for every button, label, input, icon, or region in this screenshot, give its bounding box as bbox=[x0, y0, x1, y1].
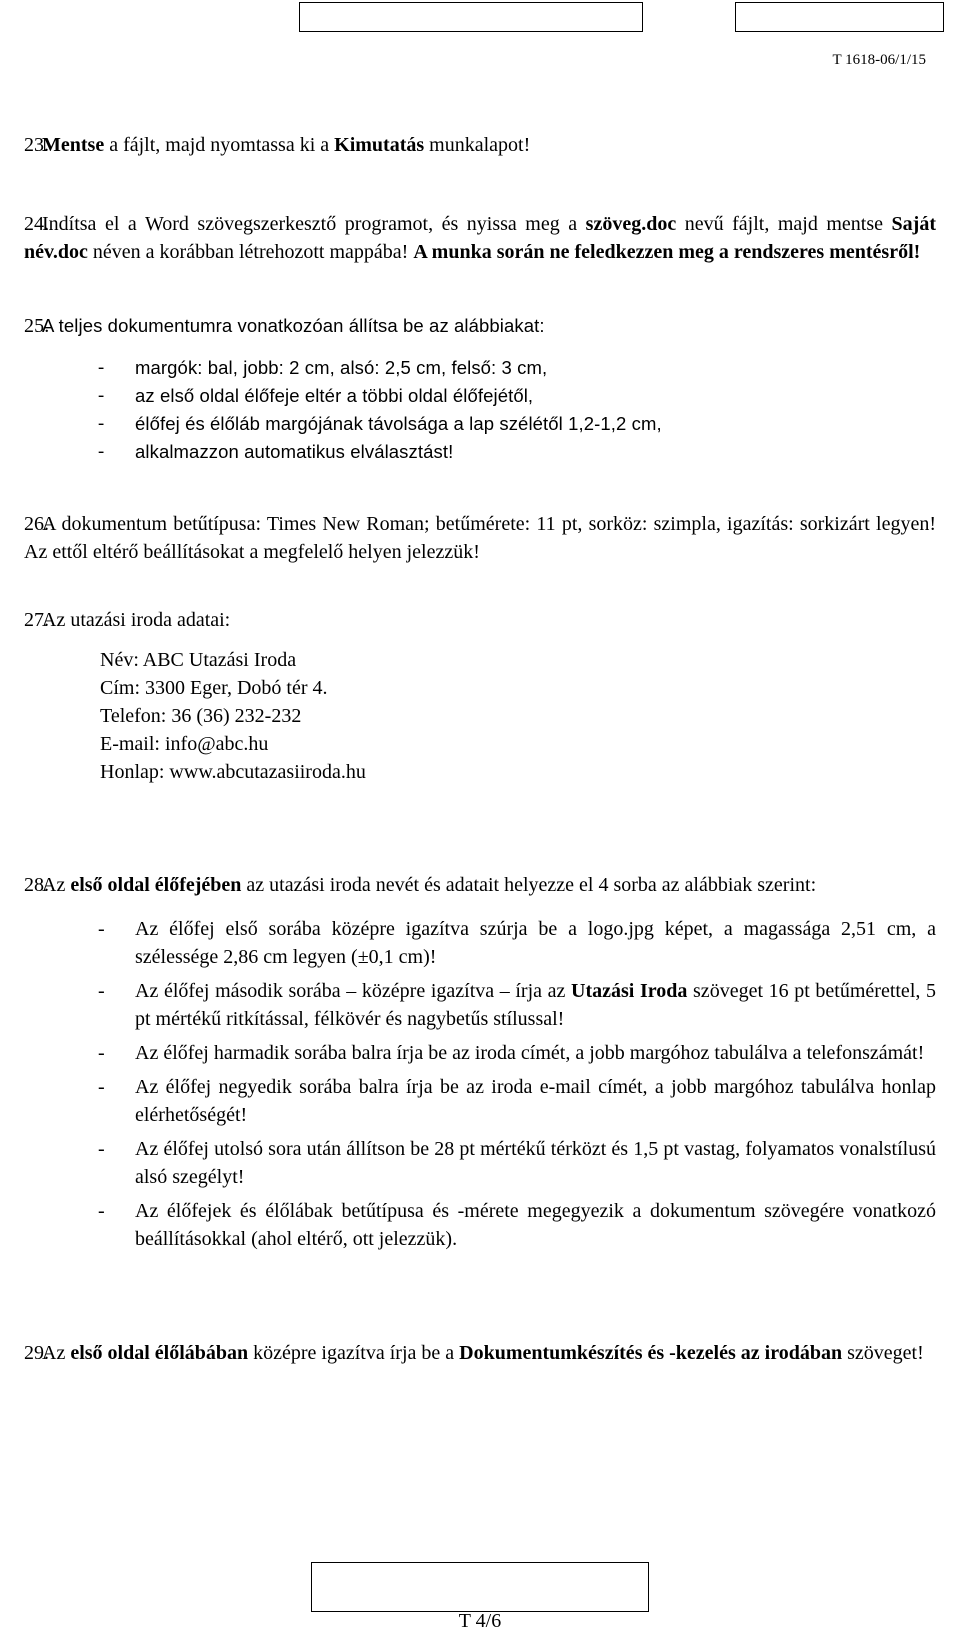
agency-info bbox=[24, 646, 936, 786]
task-number: 23. bbox=[24, 134, 49, 156]
list-item bbox=[24, 1039, 936, 1067]
bold-text: szöveg.doc bbox=[585, 213, 677, 235]
list-item bbox=[24, 1073, 936, 1129]
agency-website: Honlap: www.abcutazasiiroda.hu bbox=[100, 761, 366, 783]
text: szöveget! bbox=[842, 1342, 924, 1364]
list-item bbox=[24, 1197, 936, 1253]
item-text: élőfej és élőláb margójának távolsága a lap szélétől 1,2-1,2 cm, bbox=[135, 413, 662, 434]
item-text: Az élőfej első sorába középre igazítva szúrja be a logo.jpg képet, a magassága 2,51 cm, a szélessége 2,86 cm legyen (±0,1 cm)! bbox=[135, 918, 936, 968]
text: munkalapot! bbox=[424, 134, 531, 156]
text: középre igazítva írja be a bbox=[248, 1342, 460, 1364]
list-item bbox=[24, 410, 936, 438]
dash: - bbox=[98, 1200, 105, 1222]
list-item bbox=[24, 354, 936, 382]
bold-text: A munka során ne feledkezzen meg a rendszeres mentésről! bbox=[413, 241, 921, 263]
settings-list bbox=[24, 354, 936, 466]
dash: - bbox=[98, 442, 105, 462]
task-number: 29. bbox=[24, 1342, 49, 1364]
bold-text: Dokumentumkészítés és -kezelés az irodában bbox=[459, 1342, 843, 1364]
page-number: T 4/6 bbox=[458, 1610, 502, 1632]
task-number: 28. bbox=[24, 874, 49, 896]
dash: - bbox=[98, 980, 105, 1002]
text: a fájlt, majd nyomtassa ki a bbox=[104, 134, 335, 156]
text: Az bbox=[42, 874, 71, 896]
item-text: alkalmazzon automatikus elválasztást! bbox=[135, 441, 454, 462]
agency-phone: Telefon: 36 (36) 232-232 bbox=[100, 705, 302, 727]
text: Az bbox=[42, 1342, 71, 1364]
item-text: Az élőfej utolsó sora után állítson be 28 pt mértékű térközt és 1,5 pt vastag, folyamatos vonalstílusú alsó szegélyt! bbox=[135, 1138, 936, 1188]
text: Indítsa el a Word szövegszerkesztő programot, és nyissa meg a bbox=[42, 213, 586, 235]
text: néven a korábban létrehozott mappába! bbox=[87, 241, 414, 263]
task-number: 26. bbox=[24, 513, 49, 535]
item-text: Az élőfejek és élőlábak betűtípusa és -mérete megegyezik a dokumentum szövegére vonatkozó beállításokkal (ahol eltérő, ott jelezzük). bbox=[135, 1200, 936, 1250]
item-text: Az élőfej második sorába – középre igazítva – írja az bbox=[135, 980, 572, 1002]
list-item bbox=[24, 977, 936, 1033]
bold-text: Kimutatás bbox=[334, 134, 425, 156]
bold-text: Utazási Iroda bbox=[571, 980, 688, 1002]
task-24-text bbox=[24, 210, 936, 266]
item-text: az első oldal élőfeje eltér a többi oldal élőfejétől, bbox=[135, 385, 534, 406]
task-29-text bbox=[24, 1339, 936, 1367]
bold-text: Saját név.doc bbox=[24, 213, 936, 263]
header-instructions-list bbox=[24, 915, 936, 1253]
dash: - bbox=[98, 918, 105, 940]
footer-box bbox=[311, 1562, 649, 1612]
score-box-2 bbox=[735, 2, 944, 32]
task-number: 24. bbox=[24, 213, 49, 235]
bold-text: első oldal élőfejében bbox=[70, 874, 242, 896]
dash: - bbox=[98, 1042, 105, 1064]
dash: - bbox=[98, 1076, 105, 1098]
task-27 bbox=[24, 606, 936, 786]
list-item bbox=[24, 1135, 936, 1191]
task-25 bbox=[24, 312, 936, 466]
document-code: T 1618-06/1/15 bbox=[832, 52, 926, 68]
bold-text: első oldal élőlábában bbox=[70, 1342, 249, 1364]
score-box-1 bbox=[299, 2, 643, 32]
list-item bbox=[24, 438, 936, 466]
list-item bbox=[24, 382, 936, 410]
task-29 bbox=[24, 1339, 936, 1367]
dash: - bbox=[98, 1138, 105, 1160]
bold-text: Mentse bbox=[42, 134, 105, 156]
task-number: 27. bbox=[24, 609, 49, 631]
task-25-intro: A teljes dokumentumra vonatkozóan állítsa be az alábbiakat: bbox=[42, 315, 545, 336]
task-23 bbox=[24, 131, 936, 159]
task-24 bbox=[24, 210, 936, 266]
text: nevű fájlt, majd mentse bbox=[676, 213, 892, 235]
agency-name: Név: ABC Utazási Iroda bbox=[100, 649, 297, 671]
dash: - bbox=[98, 386, 105, 406]
item-text: Az élőfej negyedik sorába balra írja be az iroda e-mail címét, a jobb margóhoz tabulálva honlap elérhetőségét! bbox=[135, 1076, 936, 1126]
task-23-text bbox=[24, 131, 936, 159]
item-text: Az élőfej harmadik sorába balra írja be az iroda címét, a jobb margóhoz tabulálva a telefonszámát! bbox=[135, 1042, 925, 1064]
task-number: 25. bbox=[24, 315, 50, 337]
task-26-text: A dokumentum betűtípusa: Times New Roman; betűmérete: 11 pt, sorköz: szimpla, igazítás: sorkizárt legyen! Az ettől eltérő beállításokat a megfelelő helyen jelezzük! bbox=[24, 513, 936, 563]
task-27-intro: Az utazási iroda adatai: bbox=[42, 609, 231, 631]
item-text: margók: bal, jobb: 2 cm, alsó: 2,5 cm, felső: 3 cm, bbox=[135, 357, 548, 378]
item-text: szöveget 16 pt betűmérettel, 5 pt mértékű ritkítással, félkövér és nagybetűs stílussal! bbox=[135, 980, 936, 1030]
task-28 bbox=[24, 871, 936, 1253]
task-26 bbox=[24, 510, 936, 566]
list-item bbox=[24, 915, 936, 971]
agency-address: Cím: 3300 Eger, Dobó tér 4. bbox=[100, 677, 328, 699]
task-28-text bbox=[24, 871, 936, 899]
text: az utazási iroda nevét és adatait helyezze el 4 sorba az alábbiak szerint: bbox=[241, 874, 817, 896]
agency-email: E-mail: info@abc.hu bbox=[100, 733, 269, 755]
dash: - bbox=[98, 414, 105, 434]
dash: - bbox=[98, 358, 105, 378]
